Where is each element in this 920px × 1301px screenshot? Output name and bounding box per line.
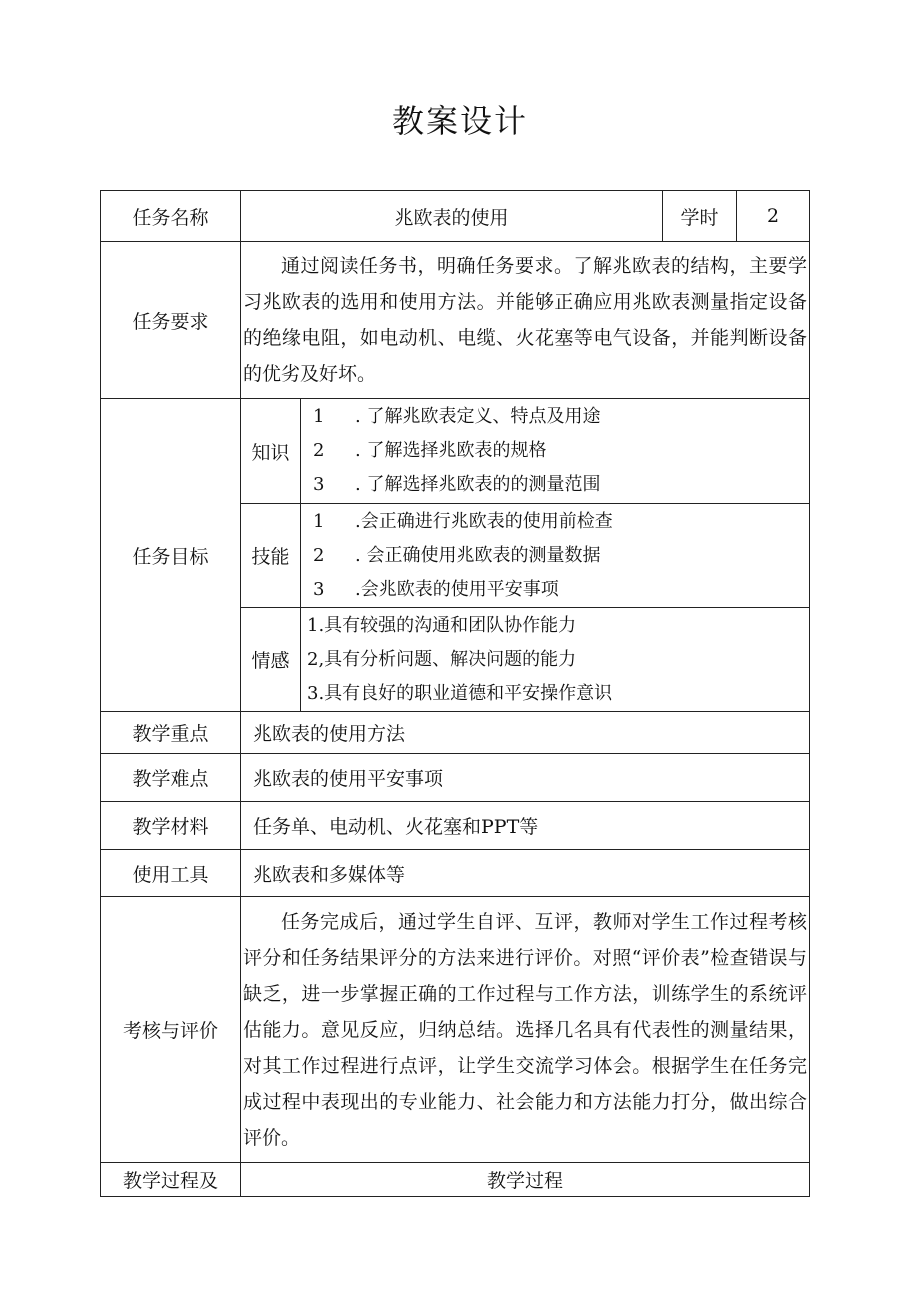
tools-value: 兆欧表和多媒体等 <box>253 863 406 886</box>
document-title: 教案设计 <box>391 102 528 140</box>
materials-value: 任务单、电动机、火花塞和PPT等 <box>253 816 539 838</box>
difficulty-row <box>101 753 809 801</box>
knowledge-group <box>241 399 809 503</box>
requirement-cell <box>241 242 809 398</box>
difficulty-value: 兆欧表的使用平安事项 <box>253 768 444 790</box>
assessment-row <box>101 896 809 1162</box>
process-label: 教学过程及 <box>101 1163 241 1196</box>
skill-label: 技能 <box>241 504 301 607</box>
requirement-row <box>101 241 809 398</box>
list-item: 2,具有分析问题、解决问题的能力 <box>307 648 577 670</box>
tools-label: 使用工具 <box>101 850 241 896</box>
goals-label: 任务目标 <box>101 399 241 711</box>
skill-group <box>241 503 809 607</box>
list-item: 1 . 了解兆欧表定义、特点及用途 <box>313 406 601 427</box>
focus-label: 教学重点 <box>101 712 241 753</box>
materials-row <box>101 801 809 849</box>
skill-list <box>301 504 809 607</box>
task-name-label: 任务名称 <box>101 191 241 241</box>
hours-label: 学时 <box>663 191 737 241</box>
emotion-list <box>301 608 809 711</box>
goals-row <box>101 398 809 711</box>
tools-row <box>101 849 809 896</box>
process-row <box>101 1162 809 1196</box>
task-name-value: 兆欧表的使用 <box>241 191 663 241</box>
list-item: 2 . 会正确使用兆欧表的测量数据 <box>313 544 601 566</box>
knowledge-label: 知识 <box>241 399 301 503</box>
focus-row <box>101 711 809 753</box>
focus-value: 兆欧表的使用方法 <box>253 723 406 745</box>
lesson-plan-table <box>100 190 810 1197</box>
requirement-label: 任务要求 <box>101 242 241 398</box>
materials-label: 教学材料 <box>101 802 241 849</box>
assessment-text: 任务完成后，通过学生自评、互评，教师对学生工作过程考核评分和任务结果评分的方法来进行评价。对照“评价表”检查错误与缺乏，进一步掌握正确的工作过程与工作方法，训练学生的系统评估能力。意见反应，归纳总结。选择几名具有代表性的测量结果，对其工作过程进行点评，让学生交流学习体会。根据学生在任务完成过程中表现出的专业能力、社会能力和方法能力打分，做出综合评价。 <box>243 910 807 1149</box>
process-value: 教学过程 <box>486 1170 563 1192</box>
hours-value: 2 <box>766 205 780 227</box>
list-item: 1.具有较强的沟通和团队协作能力 <box>307 614 577 636</box>
list-item: 3 . 了解选择兆欧表的的测量范围 <box>313 474 601 495</box>
difficulty-label: 教学难点 <box>101 754 241 801</box>
goals-groups <box>241 399 809 711</box>
list-item: 3 .会兆欧表的使用平安事项 <box>313 578 559 600</box>
emotion-group <box>241 607 809 711</box>
list-item: 2 . 了解选择兆欧表的规格 <box>313 440 547 461</box>
assessment-label: 考核与评价 <box>101 897 241 1162</box>
assessment-cell <box>241 897 809 1162</box>
requirement-text: 通过阅读任务书，明确任务要求。了解兆欧表的结构，主要学习兆欧表的选用和使用方法。并能够正确应用兆欧表测量指定设备的绝缘电阻，如电动机、电缆、火花塞等电气设备，并能判断设备的优劣及好坏。 <box>243 255 807 385</box>
list-item: 1 .会正确进行兆欧表的使用前检查 <box>313 510 613 532</box>
knowledge-list <box>301 399 809 503</box>
emotion-label: 情感 <box>241 608 301 711</box>
task-name-row <box>101 191 809 241</box>
list-item: 3.具有良好的职业道德和平安操作意识 <box>307 682 613 704</box>
